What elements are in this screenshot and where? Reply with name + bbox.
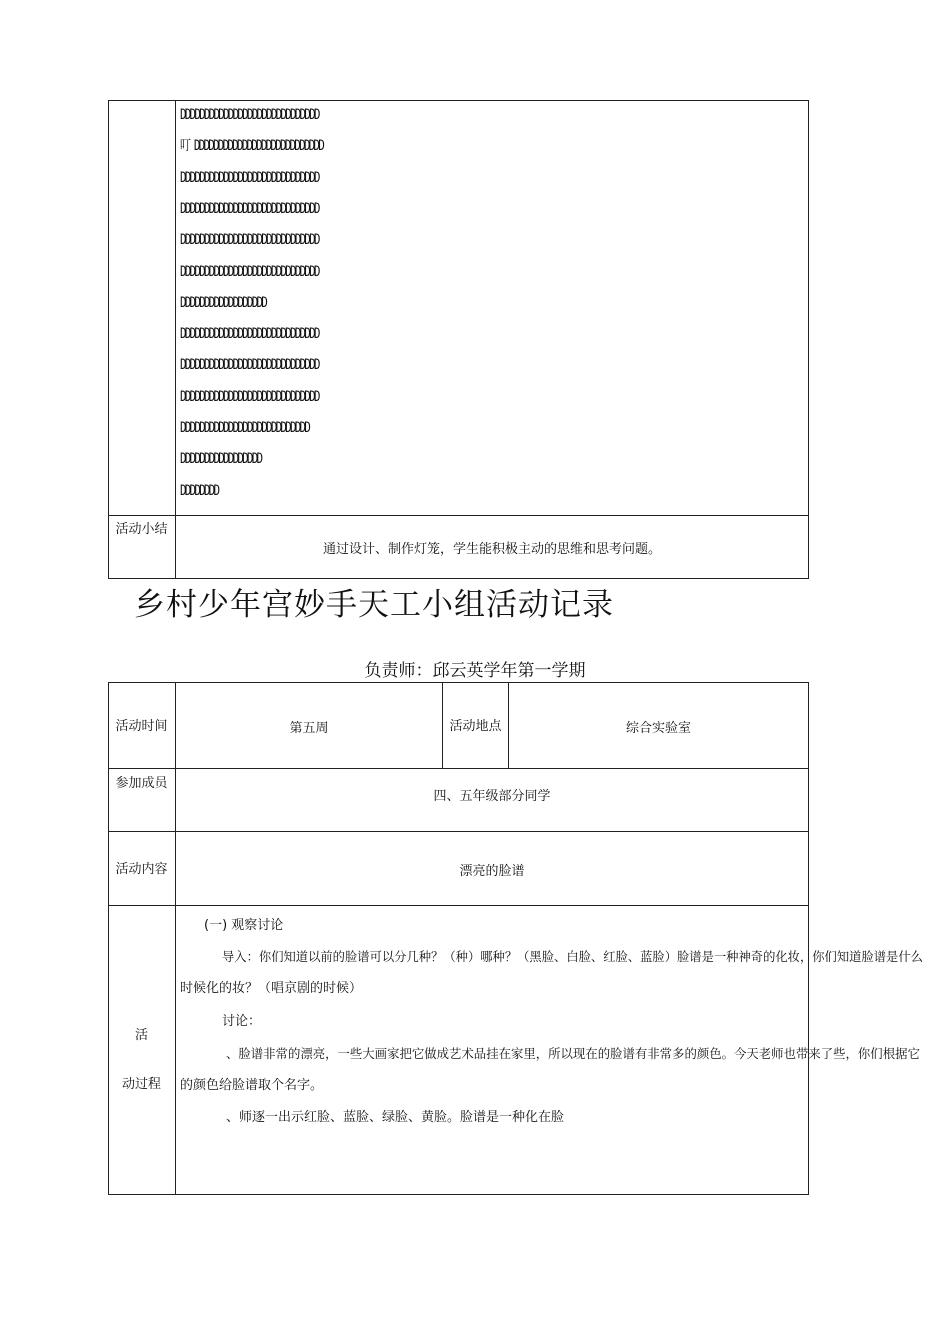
content-label: 活动内容 [115, 862, 168, 877]
placeholder-line: DDDDDDDDDDDDDDDDDDDDDDDDDDDDD [180, 169, 319, 186]
page-title: 乡村少年宫妙手天工小组活动记录 [134, 587, 614, 623]
process-point1-line2: 的颜色给脸谱取个名字。 [180, 1078, 324, 1093]
members-label: 参加成员 [115, 776, 168, 791]
placeholder-line: DDDDDDDDDDDDDDDDDDDDDDDDDDDDD [180, 200, 319, 217]
summary-label: 活动小结 [115, 522, 168, 537]
placeholder-line: DDDDDDDDDDDDDDDDDDDDDDDDDDDDD [180, 326, 319, 343]
process-point1-line1: 、脸谱非常的漂亮，一些大画家把它做成艺术品挂在家里，所以现在的脸谱有非常多的颜色。今天老师也带来了些，你们根据它 [226, 1046, 920, 1061]
placeholder-line: DDDDDDDDDDDDDDDDDDDDDDDDDDD [180, 420, 310, 436]
process-label-2: 动过程 [121, 1077, 161, 1092]
placeholder-line: DDDDDDDD [180, 482, 219, 499]
placeholder-line: DDDDDDDDDDDDDDDDDDDDDDDDDDDDD [180, 357, 319, 374]
placeholder-line: DDDDDDDDDDDDDDDDDDDDDDDDDDDDD [180, 107, 319, 123]
placeholder-line: 叮 DDDDDDDDDDDDDDDDDDDDDDDDDDD [180, 138, 323, 155]
content-value: 漂亮的脸谱 [459, 864, 525, 879]
placeholder-line: DDDDDDDDDDDDDDDDDDDDDDDDDDDDD [180, 232, 319, 249]
process-intro-line1: 导入：你们知道以前的脸谱可以分几种？（种）哪种？（黑脸、白脸、红脸、蓝脸）脸谱是一种神奇的化妆，你们知道脸谱是什么 [222, 950, 923, 964]
time-label: 活动时间 [115, 719, 168, 734]
summary-text: 通过设计、制作灯笼，学生能积极主动的思维和思考问题。 [322, 542, 661, 557]
process-intro-line2: 时候化的妆？（唱京剧的时候） [180, 981, 363, 996]
placeholder-line: DDDDDDDDDDDDDDDDDD [180, 294, 267, 311]
page-subtitle: 负责师：邱云英学年第一学期 [364, 661, 586, 681]
place-value: 综合实验室 [625, 721, 691, 736]
process-point2: 、师逐一出示红脸、蓝脸、绿脸、黄脸。脸谱是一种化在脸 [226, 1110, 565, 1125]
placeholder-line: DDDDDDDDDDDDDDDDDDDDDDDDDDDDD [180, 263, 319, 280]
placeholder-line: DDDDDDDDDDDDDDDDD [180, 451, 262, 468]
process-label-1: 活 [134, 1028, 148, 1043]
place-label: 活动地点 [449, 719, 502, 734]
process-discuss: 讨论： [222, 1014, 262, 1029]
time-value: 第五周 [289, 721, 329, 736]
process-heading: (一) 观察讨论 [204, 918, 284, 933]
placeholder-line: DDDDDDDDDDDDDDDDDDDDDDDDDDDDD [180, 388, 319, 405]
members-value: 四、五年级部分同学 [433, 789, 551, 804]
